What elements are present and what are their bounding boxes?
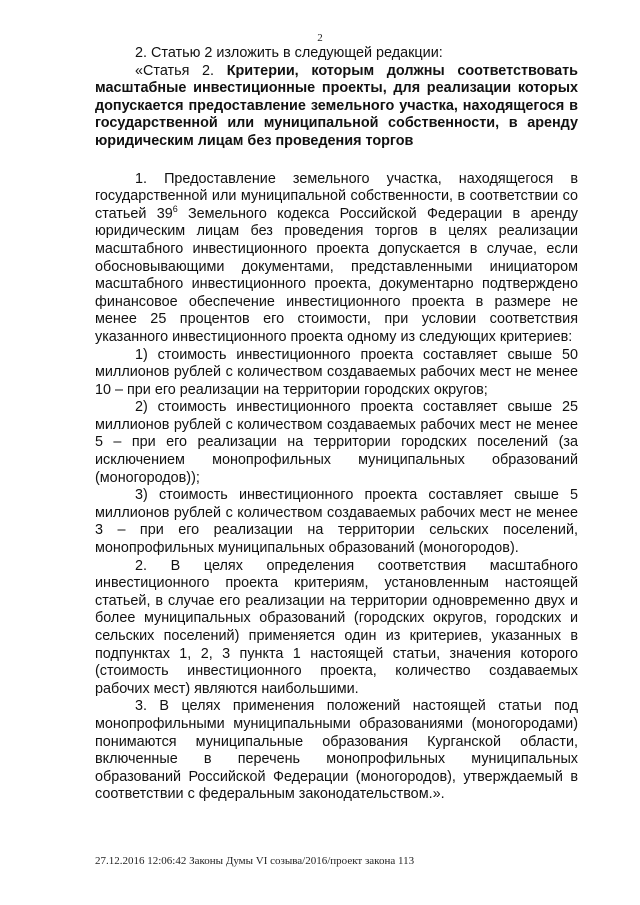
criterion-2: 2) стоимость инвестиционного проекта составляет свыше 25 миллионов рублей с количеством создаваемых рабочих мест не менее 5 – при его реализации на территории городских поселений (за исключением монопрофильных муниципальных образований (моногородов)); xyxy=(95,399,578,486)
amendment-intro: 2. Статью 2 изложить в следующей редакции: xyxy=(135,45,443,61)
section-1-paragraph xyxy=(95,171,578,347)
spacer xyxy=(95,151,578,171)
article-title: Критерии, которым должны соответствовать масштабные инвестиционные проекты, для реализации которых допускается предоставление земельного участка, находящегося в государственной или муниципальной собственности, в аренду юридическим лицам без проведения торгов xyxy=(95,62,578,149)
criterion-3: 3) стоимость инвестиционного проекта составляет свыше 5 миллионов рублей с количеством создаваемых рабочих мест не менее 3 – при его реализации на территории сельских поселений, монопрофильных муниципальных образований (моногородов). xyxy=(95,487,578,557)
section-3-paragraph: 3. В целях применения положений настоящей статьи под монопрофильными муниципальными образованиями (моногородами) понимаются муниципальные образования Курганской области, включенные в перечень монопрофильных муниципальных образований Российской Федерации (моногородов), утверждаемый в соответствии с федеральным законодательством.». xyxy=(95,698,578,803)
criterion-1: 1) стоимость инвестиционного проекта составляет свыше 50 миллионов рублей с количеством создаваемых рабочих мест не менее 10 – при его реализации на территории городских округов; xyxy=(95,346,578,398)
page-number: 2 xyxy=(317,32,323,44)
section-2-paragraph: 2. В целях определения соответствия масштабного инвестиционного проекта критериям, установленным настоящей статьей, в случае его реализации на территории одновременно двух и более муниципальных образований (городских округов, городских и сельских поселений) применяется один из критериев, указанных в подпунктах 1, 2, 3 пункта 1 настоящей статьи, значения которого (стоимость инвестиционного проекта, количество создаваемых рабочих мест) являются наибольшими. xyxy=(95,557,578,697)
article-heading xyxy=(95,63,578,151)
superscript-marker: 6 xyxy=(172,203,178,214)
article-number: «Статья 2. xyxy=(135,62,215,79)
section-1-text-start: 1. Предоставление земельного участка, находящегося в государственной или муниципальной собственности, в соответствии со статьей 39 xyxy=(95,170,578,222)
document-footer: 27.12.2016 12:06:42 Законы Думы VI созыва/2016/проект закона 113 xyxy=(95,855,415,867)
document-body xyxy=(95,45,578,804)
section-1-text-end: Земельного кодекса Российской Федерации в аренду юридическим лицам без проведения торгов в целях реализации масштабного инвестиционного проекта допускается в случае, если обосновывающими документами, представленными инициатором масштабного инвестиционного проекта, документарно подтверждено финансовое обеспечение инвестиционного проекта в размере не менее 25 процентов его стоимости, при условии соответствия указанного инвестиционного проекта одному из следующих критериев: xyxy=(95,205,578,345)
